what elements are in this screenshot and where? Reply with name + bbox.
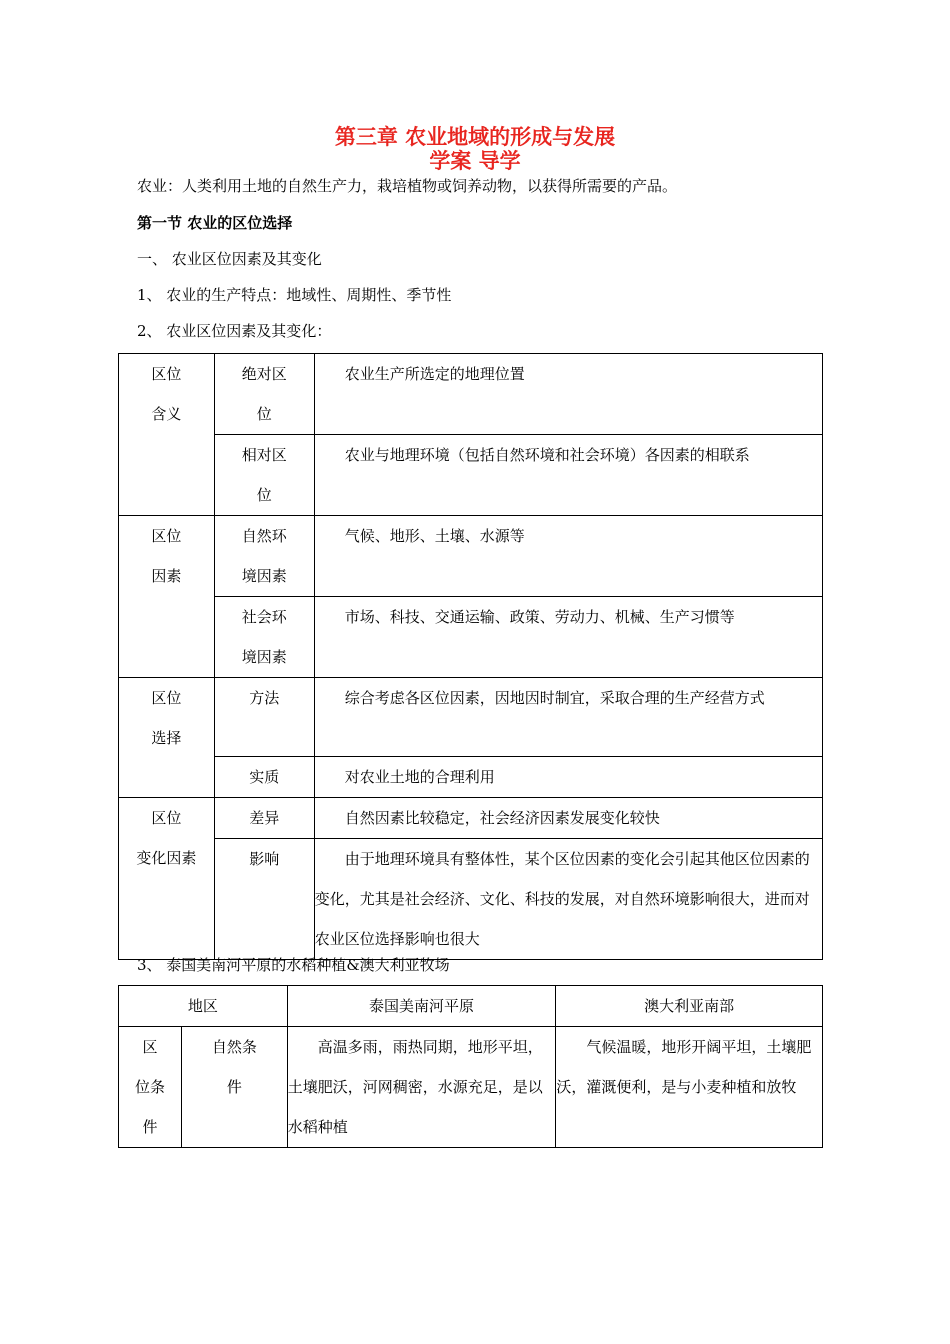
list-item-3: 3、 泰国美南河平原的水稻种植&澳大利亚牧场 [137, 956, 450, 974]
chapter-subtitle: 学案 导学 [429, 149, 521, 173]
header-region: 地区 [119, 986, 288, 1027]
header-australia: 澳大利亚南部 [556, 986, 823, 1027]
comparison-table [118, 985, 823, 1148]
list-item-1: 1、 农业的生产特点：地域性、周期性、季节性 [137, 286, 452, 304]
table-content-cell: 市场、科技、交通运输、政策、劳动力、机械、生产习惯等 [314, 597, 822, 678]
australia-conditions: 气候温暖，地形开阔平坦，土壤肥沃，灌溉便利，是与小麦种植和放牧 [556, 1027, 823, 1148]
table-subcategory-cell: 自然条 件 [181, 1027, 287, 1148]
table-content-cell: 气候、地形、土壤、水源等 [314, 516, 822, 597]
table-content-cell: 综合考虑各区位因素，因地因时制宜，采取合理的生产经营方式 [314, 678, 822, 757]
thailand-conditions: 高温多雨，雨热同期，地形平坦，土壤肥沃，河网稠密，水源充足，是以水稻种植 [287, 1027, 556, 1148]
list-item-2: 2、 农业区位因素及其变化： [137, 322, 332, 340]
table-subcategory-cell: 影响 [214, 839, 314, 960]
location-factors-table [118, 353, 823, 960]
table-subcategory-cell: 社会环 境因素 [214, 597, 314, 678]
table-category-cell: 区位 含义 [119, 354, 215, 516]
table-category-cell: 区 位条 件 [119, 1027, 182, 1148]
table-content-cell: 对农业土地的合理利用 [314, 757, 822, 798]
table-subcategory-cell: 绝对区 位 [214, 354, 314, 435]
table-subcategory-cell: 实质 [214, 757, 314, 798]
table-category-cell: 区位 因素 [119, 516, 215, 678]
table-subcategory-cell: 方法 [214, 678, 314, 757]
table-content-cell: 农业与地理环境（包括自然环境和社会环境）各因素的相联系 [314, 435, 822, 516]
table-subcategory-cell: 自然环 境因素 [214, 516, 314, 597]
subsection-heading: 一、 农业区位因素及其变化 [137, 250, 322, 268]
table-subcategory-cell: 相对区 位 [214, 435, 314, 516]
table-category-cell: 区位 选择 [119, 678, 215, 798]
table-content-cell: 农业生产所选定的地理位置 [314, 354, 822, 435]
table-subcategory-cell: 差异 [214, 798, 314, 839]
header-thailand: 泰国美南河平原 [287, 986, 556, 1027]
section-heading: 第一节 农业的区位选择 [137, 214, 293, 232]
intro-text: 农业：人类利用土地的自然生产力，栽培植物或饲养动物，以获得所需要的产品。 [137, 177, 678, 195]
table-category-cell: 区位 变化因素 [119, 798, 215, 960]
table-content-cell: 由于地理环境具有整体性，某个区位因素的变化会引起其他区位因素的变化，尤其是社会经济、文化、科技的发展，对自然环境影响很大，进而对农业区位选择影响也很大 [314, 839, 822, 960]
chapter-title: 第三章 农业地域的形成与发展 [334, 125, 616, 149]
table-content-cell: 自然因素比较稳定，社会经济因素发展变化较快 [314, 798, 822, 839]
